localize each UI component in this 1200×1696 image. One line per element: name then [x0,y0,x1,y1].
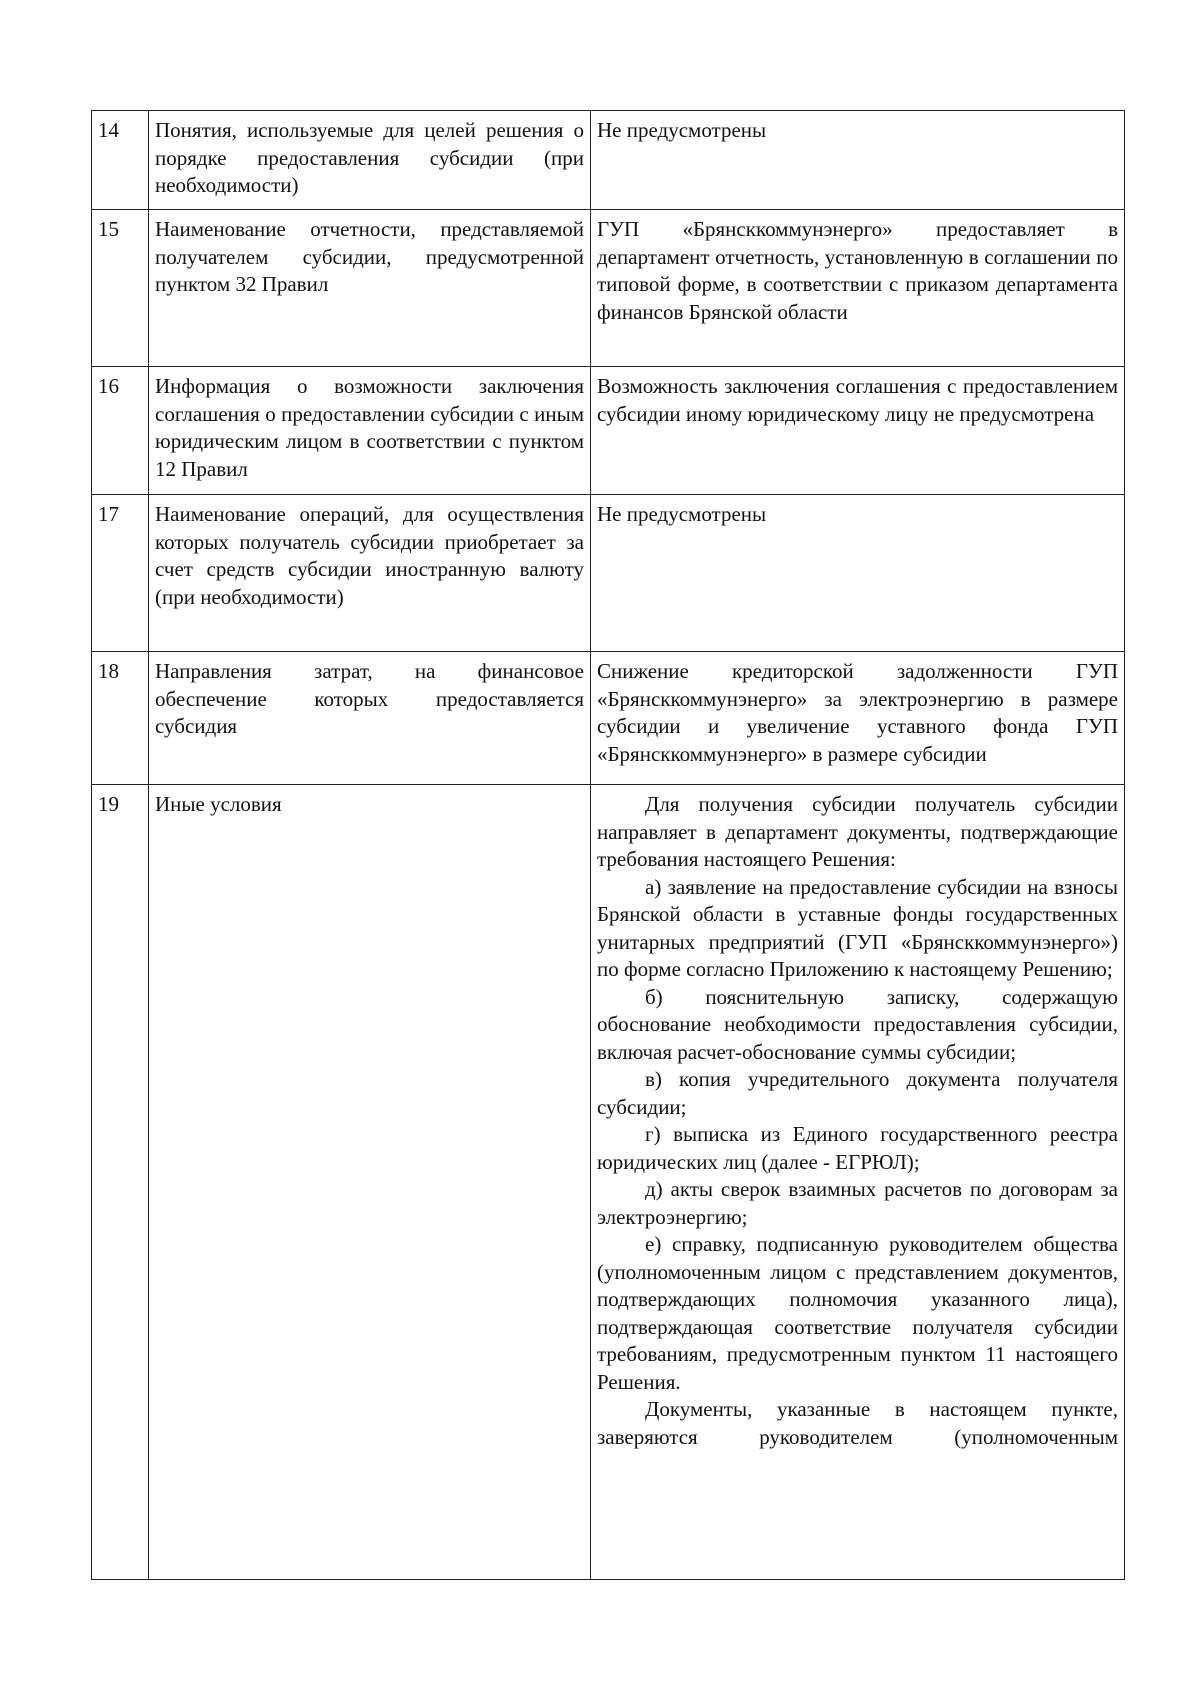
row-name: Информация о возможности заключения соглашения о предоставлении субсидии с иным юридическим лицом в соответствии с пунктом 12 Правил [149,367,591,495]
row-name: Иные условия [149,785,591,1580]
condition-paragraph: в) копия учредительного документа получателя субсидии; [597,1067,1118,1119]
row-value [591,785,1125,1580]
row-value: Не предусмотрены [591,495,1125,652]
condition-paragraph: д) акты сверок взаимных расчетов по договорам за электроэнергию; [597,1177,1118,1229]
table-row [92,111,1125,210]
row-number: 17 [92,495,149,652]
row-number: 19 [92,785,149,1580]
row-number: 15 [92,210,149,367]
row-value: Не предусмотрены [591,111,1125,210]
table-row [92,785,1125,1580]
table-row [92,367,1125,495]
condition-paragraph: а) заявление на предоставление субсидии на взносы Брянской области в уставные фонды государственных унитарных предприятий (ГУП «Брянсккоммунэнерго») по форме согласно Приложению к настоящему Решению; [597,874,1118,981]
condition-paragraph: е) справку, подписанную руководителем общества (уполномоченным лицом с представлением документов, подтверждающих полномочия указанного лица), подтверждающая соответствие получателя субсидии требованиям, предусмотренным пунктом 11 настоящего Решения. [597,1232,1118,1394]
conditions-table [91,110,1125,1580]
condition-paragraph: б) пояснительную записку, содержащую обоснование необходимости предоставления субсидии, включая расчет-обоснование суммы субсидии; [597,984,1118,1064]
row-name: Понятия, используемые для целей решения о порядке предоставления субсидии (при необходимости) [149,111,591,210]
row-value: Возможность заключения соглашения с предоставлением субсидии иному юридическому лицу не предусмотрена [591,367,1125,495]
row-name: Наименование операций, для осуществления которых получатель субсидии приобретает за счет средств субсидии иностранную валюту (при необходимости) [149,495,591,652]
row-value: ГУП «Брянсккоммунэнерго» предоставляет в департамент отчетность, установленную в соглашении по типовой форме, в соответствии с приказом департамента финансов Брянской области [591,210,1125,367]
row-name: Наименование отчетности, представляемой получателем субсидии, предусмотренной пунктом 32 Правил [149,210,591,367]
condition-paragraph: г) выписка из Единого государственного реестра юридических лиц (далее - ЕГРЮЛ); [597,1122,1118,1174]
row-number: 14 [92,111,149,210]
row-number: 16 [92,367,149,495]
table-row [92,210,1125,367]
row-value: Снижение кредиторской задолженности ГУП «Брянсккоммунэнерго» за электроэнергию в размере субсидии и увеличение уставного фонда ГУП «Брянсккоммунэнерго» в размере субсидии [591,652,1125,785]
table-row [92,495,1125,652]
table-row [92,652,1125,785]
condition-paragraph: Для получения субсидии получатель субсидии направляет в департамент документы, подтверждающие требования настоящего Решения: [597,792,1118,871]
row-number: 18 [92,652,149,785]
row-name: Направления затрат, на финансовое обеспечение которых предоставляется субсидия [149,652,591,785]
condition-paragraph: Документы, указанные в настоящем пункте, заверяются руководителем (уполномоченным [597,1397,1118,1449]
